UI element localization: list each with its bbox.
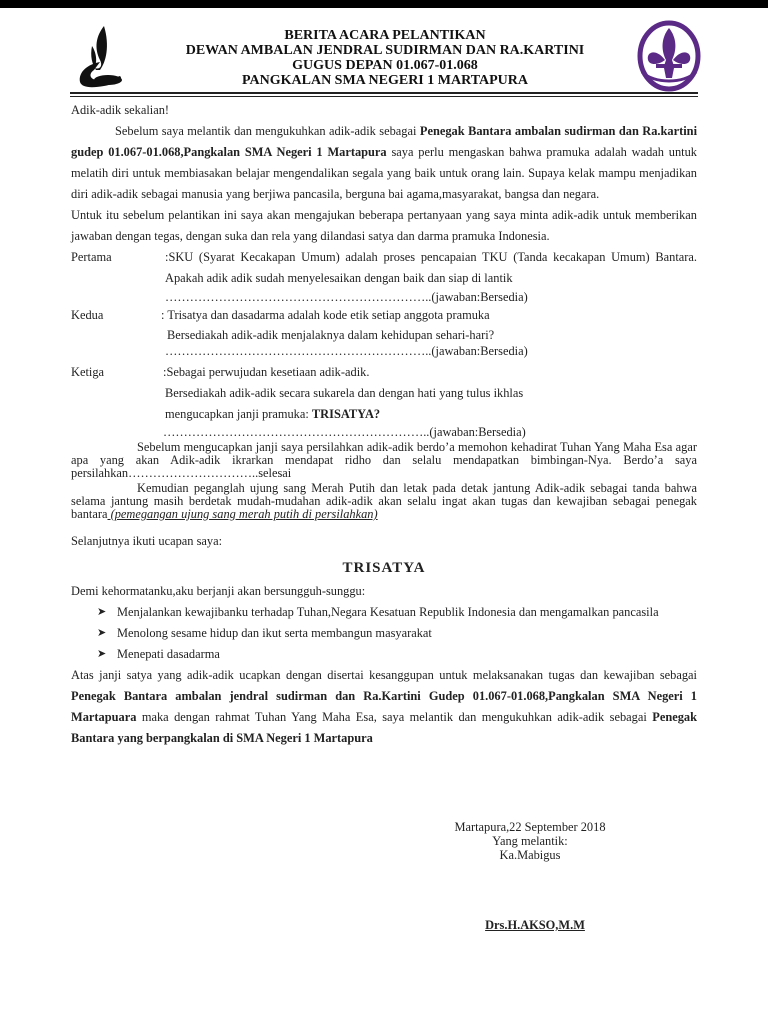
question-1-answer: ………………………………………………………..(jawaban:Bersedia) <box>165 290 528 304</box>
oath-item-2 <box>97 623 697 644</box>
question-1 <box>71 247 697 305</box>
closing-text-bold-2: Penegak Bantara yang berpangkalan di SMA Negeri 1 Martapura <box>71 710 697 745</box>
closing-text-a: Atas janji satya yang adik-adik ucapkan dengan disertai kesanggupan untuk melaksanakan tugas dan kewajiban sebagai <box>71 668 697 682</box>
question-3-text3-bold: TRISATYA? <box>311 407 381 421</box>
header-line-4: PANGKALAN SMA NEGERI 1 MARTAPURA <box>242 73 528 88</box>
signer-name: Drs.H.AKSO,M.M <box>485 918 585 932</box>
oath-item-3 <box>97 644 697 665</box>
question-2-text: : Trisatya dan dasadarma adalah kode etik setiap anggota pramuka <box>161 308 490 322</box>
intro2-paragraph: Untuk itu sebelum pelantikan ini saya akan mengajukan beberapa pertanyaan yang saya minta adik-adik untuk memberikan jawaban dengan tegas, dengan suka dan rela yang dilandasi satya dan darma pramuka Indonesia. <box>71 208 697 243</box>
signature-role-2: Ka.Mabigus <box>499 848 561 862</box>
question-2 <box>71 305 697 358</box>
question-3-text3-a: mengucapkan janji pramuka: <box>165 407 312 421</box>
oath-item-1-text: Menjalankan kewajibanku terhadap Tuhan,Negara Kesatuan Republik Indonesia dan mengamalkan pancasila <box>117 605 659 619</box>
question-3-text: :Sebagai perwujudan kesetiaan adik-adik. <box>163 365 370 379</box>
question-2-text2: Bersediakah adik-adik menjalaknya dalam kehidupan sehari-hari? <box>167 328 495 342</box>
closing-paragraph <box>71 665 697 749</box>
document-body <box>71 100 697 749</box>
oath-intro: Demi kehormatanku,aku berjanji akan bersungguh-sunggu: <box>71 584 366 598</box>
question-3-text2: Bersediakah adik-adik secara sukarela dan dengan hati yang tulus ikhlas <box>165 386 524 400</box>
document-header <box>140 28 630 88</box>
question-3-label: Ketiga <box>71 365 105 379</box>
follow-text: Selanjutnya ikuti ucapan saya: <box>71 534 223 548</box>
oath-title: TRISATYA <box>342 560 426 576</box>
header-line-1: BERITA ACARA PELANTIKAN <box>284 28 486 43</box>
tunas-kelapa-logo <box>70 22 130 92</box>
arrow-bullet-icon: ➤ <box>97 606 107 618</box>
oath-item-2-text: Menolong sesame hidup dan ikut serta membangun masyarakat <box>117 626 432 640</box>
question-3-answer: ………………………………………………………..(jawaban:Bersedia) <box>163 425 526 439</box>
closing-text-bold-1: Penegak Bantara ambalan jendral sudirman dan Ra.Kartini Gudep 01.067-01.068,Pangkalan SMA Negeri 1 Martapuara <box>71 689 697 724</box>
intro-text-a: Sebelum saya melantik dan mengukuhkan adik-adik sebagai <box>115 124 420 138</box>
oath-item-3-text: Menepati dasadarma <box>117 647 220 661</box>
question-1-label: Pertama <box>71 250 112 264</box>
flag-instruction: (pemegangan ujung sang merah putih di persilahkan) <box>107 507 378 521</box>
signature-place-date: Martapura,22 September 2018 <box>454 820 606 834</box>
signature-block <box>430 820 630 862</box>
arrow-bullet-icon: ➤ <box>97 648 107 660</box>
flag-text: Kemudian peganglah ujung sang Merah Putih dan letak pada detak jantung Adik-adik sebagai tanda bahwa selama jantung masih berdetak mudah-mudahan adik-adik akan selalu ingat akan tugas dan kewajiban sebagai penegak bantara <box>71 481 697 521</box>
arrow-bullet-icon: ➤ <box>97 627 107 639</box>
signature-role-1: Yang melantik: <box>492 834 568 848</box>
top-border <box>0 0 768 8</box>
question-3 <box>71 362 697 439</box>
prayer-paragraph: Sebelum mengucapkan janji saya persilahkan adik-adik berdo’a memohon kehadirat Tuhan Yang Maha Esa agar apa yang akan Adik-adik ikrarkan mendapat ridho dan selalu mendapatkan bimbingan-Nya. Berdo’a saya persilahkan…………………………..selesai <box>71 440 697 480</box>
question-2-label: Kedua <box>71 308 104 322</box>
intro-text-bold: Penegak Bantara ambalan sudirman dan Ra.kartini gudep 01.067-01.068,Pangkalan SMA Negeri 1 Martapura <box>71 124 698 159</box>
oath-list <box>71 602 697 665</box>
flag-paragraph <box>71 482 697 521</box>
intro-paragraph <box>71 121 697 205</box>
oath-item-1 <box>97 602 697 623</box>
header-line-3: GUGUS DEPAN 01.067-01.068 <box>292 58 478 73</box>
header-rule-thin <box>70 96 698 97</box>
fleur-de-lis-logo <box>636 20 702 92</box>
intro-text-c: saya perlu mengaskan bahwa pramuka adalah wadah untuk melatih diri untuk membiasakan belajar mengendalikan segala yang baik untuk orang lain. Supaya kelak mampu menjadikan diri adik-adik sebagai manusia yang berjiwa pancasila, berguna bai agama,masyarakat, bangsa dan negara. <box>71 145 698 201</box>
header-line-2: DEWAN AMBALAN JENDRAL SUDIRMAN DAN RA.KARTINI <box>185 43 585 58</box>
closing-text-c: maka dengan rahmat Tuhan Yang Maha Esa, saya melantik dan mengukuhkan adik-adik sebagai <box>136 710 653 724</box>
header-rule-thick <box>70 92 698 94</box>
greeting: Adik-adik sekalian! <box>71 103 170 117</box>
question-2-answer: ………………………………………………………..(jawaban:Bersedia) <box>165 344 528 358</box>
question-1-text: :SKU (Syarat Kecakapan Umum) adalah proses pencapaian TKU (Tanda kecakapan Umum) Bantara. Apakah adik adik sudah menyelesaikan dengan baik dan siap di lantik <box>165 250 697 285</box>
question-3-text3 <box>163 404 697 425</box>
